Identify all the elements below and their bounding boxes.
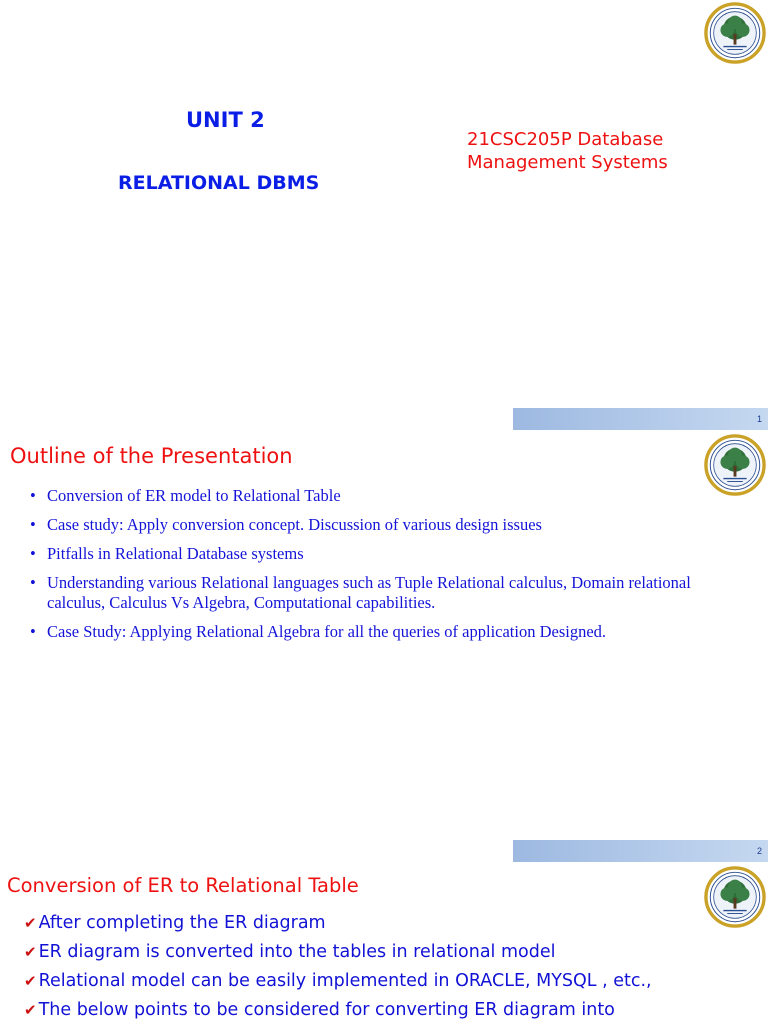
slide-title: Conversion of ER to Relational Table: [7, 874, 359, 897]
slide-footer-bar: [513, 408, 768, 430]
unit-heading: UNIT 2: [186, 108, 265, 132]
university-seal-icon: [704, 866, 766, 928]
slide-title: Outline of the Presentation: [10, 444, 293, 468]
check-mark-icon: ✔: [24, 914, 37, 932]
page-number: 1: [756, 414, 762, 424]
course-title-line-2: Management Systems: [467, 152, 668, 173]
list-item: • Understanding various Relational languages such as Tuple Relational calculus, Domain relational calculus, Calculus Vs Algebra, Computational capabilities.: [30, 573, 730, 613]
list-item: • Case study: Apply conversion concept. Discussion of various design issues: [30, 515, 730, 535]
page-number: 2: [756, 846, 762, 856]
list-item: ✔ After completing the ER diagram: [24, 913, 326, 933]
check-mark-icon: ✔: [24, 972, 37, 990]
list-item: • Conversion of ER model to Relational Table: [30, 486, 730, 506]
course-title: [467, 128, 668, 174]
conversion-list: [24, 909, 652, 1024]
check-mark-icon: ✔: [24, 943, 37, 961]
list-item: ✔ ER diagram is converted into the tables in relational model: [24, 942, 556, 962]
slide-footer-bar: [513, 840, 768, 862]
slide-3: [0, 864, 768, 1024]
list-item: ✔ The below points to be considered for converting ER diagram into: [24, 1000, 615, 1020]
list-item: ✔ Relational model can be easily implemented in ORACLE, MYSQL , etc.,: [24, 971, 652, 991]
slide-2: [0, 432, 768, 864]
course-title-line-1: 21CSC205P Database: [467, 129, 664, 150]
subject-heading: RELATIONAL DBMS: [118, 172, 320, 194]
outline-list: [30, 486, 730, 651]
slide-1: [0, 0, 768, 432]
list-item: • Case Study: Applying Relational Algebra for all the queries of application Designed.: [30, 622, 730, 642]
check-mark-icon: ✔: [24, 1001, 37, 1019]
list-item: • Pitfalls in Relational Database systems: [30, 544, 730, 564]
university-seal-icon: [704, 2, 766, 64]
